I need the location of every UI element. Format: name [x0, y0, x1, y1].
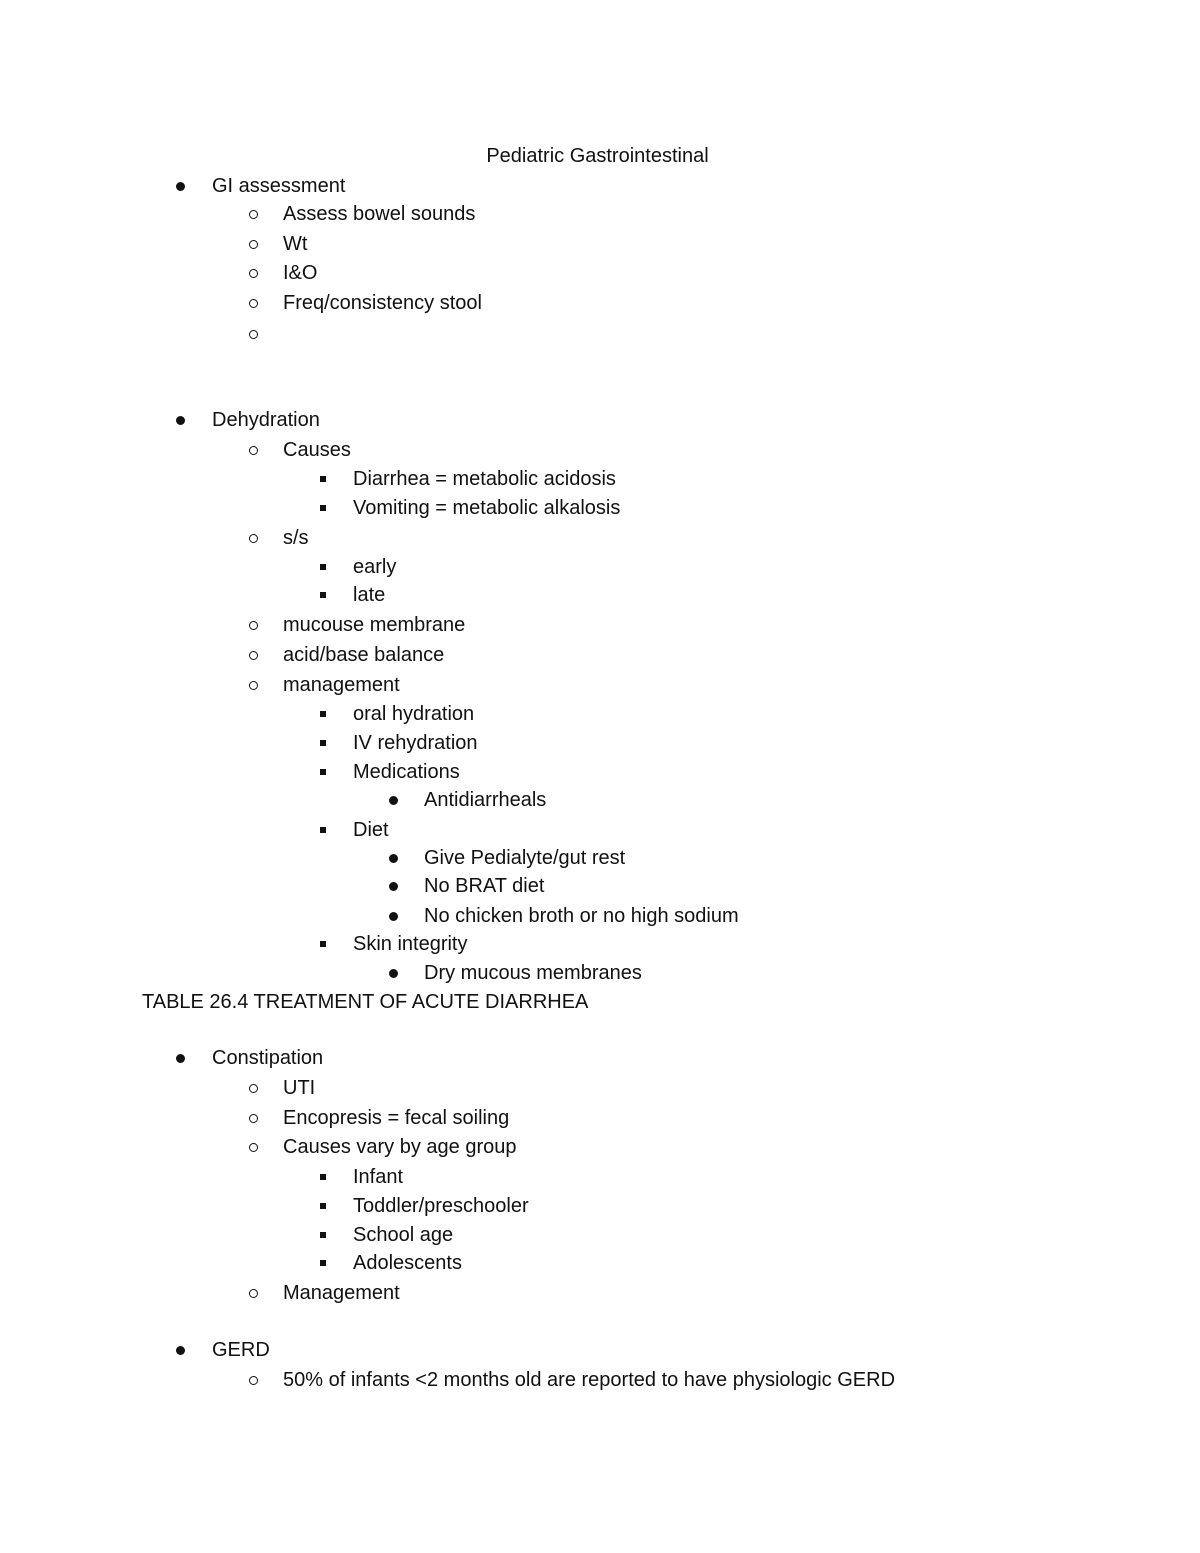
- list-item-text: early: [353, 556, 397, 578]
- bullet-disc-icon: [176, 1054, 185, 1063]
- list-item: [0, 1106, 1200, 1130]
- bullet-circle-icon: [249, 1114, 258, 1123]
- bullet-circle-icon: [249, 240, 258, 249]
- list-item-text: UTI: [283, 1077, 316, 1099]
- bullet-circle-icon: [249, 299, 258, 308]
- list-item: [0, 1281, 1200, 1305]
- bullet-circle-icon: [249, 1376, 258, 1385]
- list-item: [0, 1165, 1200, 1189]
- list-item-text: Causes vary by age group: [283, 1136, 517, 1158]
- list-item-text: Give Pedialyte/gut rest: [424, 847, 626, 869]
- list-item-text: Adolescents: [353, 1252, 462, 1274]
- bullet-disc-icon: [389, 796, 398, 805]
- list-item: [0, 788, 1200, 812]
- bullet-disc-icon: [389, 969, 398, 978]
- list-item-text: oral hydration: [353, 703, 475, 725]
- list-item: [0, 174, 1200, 198]
- list-item: [0, 760, 1200, 784]
- list-item-text: I&O: [283, 262, 318, 284]
- bullet-square-icon: [320, 740, 326, 746]
- list-item: [0, 846, 1200, 870]
- list-item-text: mucouse membrane: [283, 614, 466, 636]
- list-item-text: Diarrhea = metabolic acidosis: [353, 468, 616, 490]
- list-item: [0, 261, 1200, 285]
- bullet-disc-icon: [389, 912, 398, 921]
- bullet-square-icon: [320, 1174, 326, 1180]
- list-item-text: management: [283, 674, 400, 696]
- list-item: [0, 643, 1200, 667]
- list-item: [0, 322, 1200, 346]
- list-item-text: Freq/consistency stool: [283, 292, 482, 314]
- bullet-circle-icon: [249, 534, 258, 543]
- list-item: [0, 1076, 1200, 1100]
- bullet-circle-icon: [249, 1143, 258, 1152]
- bullet-circle-icon: [249, 446, 258, 455]
- list-item: [0, 961, 1200, 985]
- list-item: [0, 702, 1200, 726]
- list-item: [0, 904, 1200, 928]
- list-item: [0, 583, 1200, 607]
- list-item: [0, 291, 1200, 315]
- bullet-disc-icon: [176, 1346, 185, 1355]
- bullet-circle-icon: [249, 1289, 258, 1298]
- bullet-circle-icon: [249, 330, 258, 339]
- bullet-square-icon: [320, 1203, 326, 1209]
- bullet-square-icon: [320, 476, 326, 482]
- list-item: [0, 731, 1200, 755]
- list-item-text: Encopresis = fecal soiling: [283, 1107, 510, 1129]
- list-item-text: GI assessment: [212, 175, 346, 197]
- list-item: [0, 232, 1200, 256]
- list-item-text: Medications: [353, 761, 460, 783]
- bullet-circle-icon: [249, 1084, 258, 1093]
- list-item-text: acid/base balance: [283, 644, 445, 666]
- list-item-text: No BRAT diet: [424, 875, 545, 897]
- bullet-square-icon: [320, 769, 326, 775]
- list-item: [0, 1223, 1200, 1247]
- list-item: [0, 673, 1200, 697]
- bullet-circle-icon: [249, 210, 258, 219]
- list-item: [0, 526, 1200, 550]
- bullet-square-icon: [320, 592, 326, 598]
- document-line-text: TABLE 26.4 TREATMENT OF ACUTE DIARRHEA: [142, 991, 589, 1013]
- list-item-text: Vomiting = metabolic alkalosis: [353, 497, 621, 519]
- list-item: [0, 1194, 1200, 1218]
- list-item: [0, 555, 1200, 579]
- bullet-square-icon: [320, 827, 326, 833]
- list-item: [0, 438, 1200, 462]
- list-item: [0, 1368, 1200, 1392]
- list-item: [0, 496, 1200, 520]
- bullet-circle-icon: [249, 651, 258, 660]
- bullet-circle-icon: [249, 269, 258, 278]
- list-item: [0, 408, 1200, 432]
- list-item: [0, 932, 1200, 956]
- list-item-text: late: [353, 584, 386, 606]
- list-item-text: Management: [283, 1282, 400, 1304]
- list-item: [0, 1135, 1200, 1159]
- list-item-text: 50% of infants <2 months old are reported to have physiologic GERD: [283, 1369, 896, 1391]
- bullet-square-icon: [320, 1232, 326, 1238]
- bullet-square-icon: [320, 941, 326, 947]
- list-item-text: Assess bowel sounds: [283, 203, 476, 225]
- bullet-disc-icon: [389, 854, 398, 863]
- list-item-text: School age: [353, 1224, 454, 1246]
- list-item: [0, 202, 1200, 226]
- bullet-square-icon: [320, 1260, 326, 1266]
- bullet-disc-icon: [176, 182, 185, 191]
- bullet-circle-icon: [249, 681, 258, 690]
- list-item-text: Wt: [283, 233, 308, 255]
- bullet-square-icon: [320, 505, 326, 511]
- list-item: [0, 818, 1200, 842]
- list-item: [0, 613, 1200, 637]
- bullet-square-icon: [320, 564, 326, 570]
- list-item: [0, 1251, 1200, 1275]
- list-item-text: Antidiarrheals: [424, 789, 547, 811]
- list-item: [0, 874, 1200, 898]
- bullet-square-icon: [320, 711, 326, 717]
- list-item-text: Toddler/preschooler: [353, 1195, 529, 1217]
- list-item-text: Diet: [353, 819, 389, 841]
- list-item-text: Infant: [353, 1166, 404, 1188]
- list-item-text: Causes: [283, 439, 351, 461]
- list-item: [0, 467, 1200, 491]
- list-item-text: No chicken broth or no high sodium: [424, 905, 739, 927]
- list-item-text: Dry mucous membranes: [424, 962, 642, 984]
- list-item: [0, 1338, 1200, 1362]
- bullet-disc-icon: [176, 416, 185, 425]
- list-item-text: GERD: [212, 1339, 270, 1361]
- bullet-disc-icon: [389, 882, 398, 891]
- list-item: [0, 1046, 1200, 1070]
- document-title: Pediatric Gastrointestinal: [486, 145, 709, 167]
- bullet-circle-icon: [249, 621, 258, 630]
- list-item-text: Dehydration: [212, 409, 320, 431]
- list-item-text: Constipation: [212, 1047, 324, 1069]
- list-item-text: IV rehydration: [353, 732, 478, 754]
- list-item-text: Skin integrity: [353, 933, 468, 955]
- list-item-text: s/s: [283, 527, 309, 549]
